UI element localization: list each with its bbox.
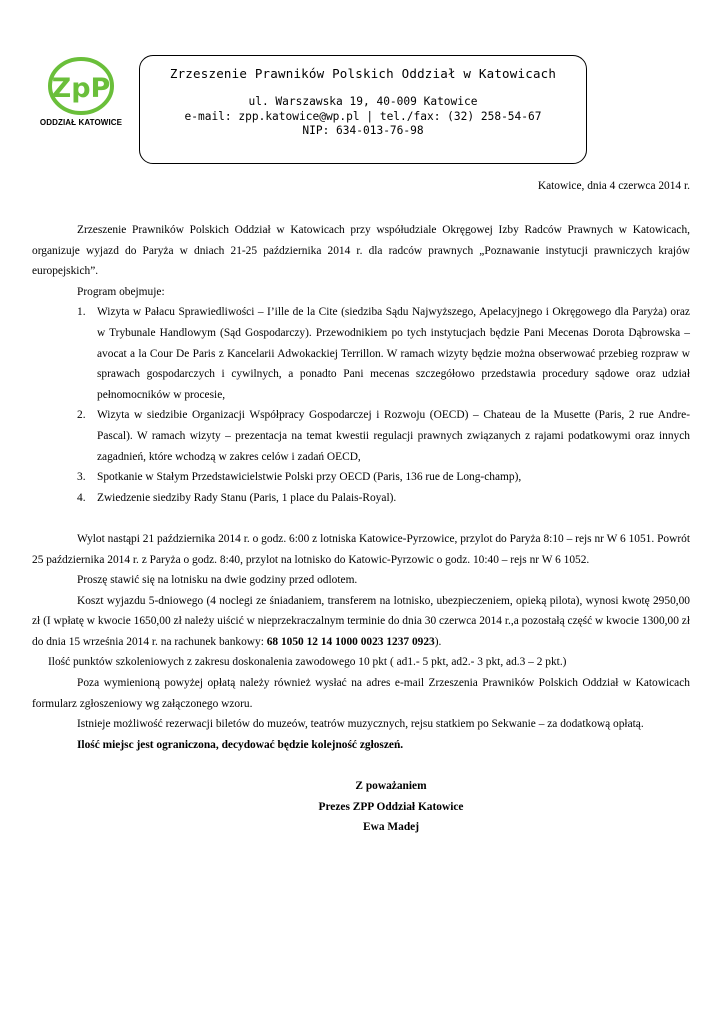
organization-contact: e-mail: zpp.katowice@wp.pl | tel./fax: (32) 258-54-67 (184, 109, 542, 123)
logo-text: ZpP (51, 73, 111, 104)
cost-text: Koszt wyjazdu 5-dniowego (4 noclegi ze śniadaniem, transferem na lotnisko, ubezpieczeniem, opieką pilota), wynosi kwotę 2950,00 zł (I wpłatę w kwocie 1650,00 zł należy uiścić w nieprzekraczalnym terminie do dnia 30 czerwca 2014 r.,a pozostałą część w kwocie 1300,00 zł do dnia 15 września 2014 r. na rachunek bankowy: (32, 594, 690, 648)
cost-end: ). (434, 635, 442, 648)
letter-body (32, 220, 690, 838)
program-label: Program obejmuje: (77, 285, 165, 298)
signature-closing: Z poważaniem (355, 780, 427, 793)
program-item-text: Spotkanie w Stałym Przedstawicielstwie Polski przy OECD (Paris, 136 rue de Long-champ), (97, 471, 522, 484)
program-item-text: Zwiedzenie siedziby Rady Stanu (Paris, 1 place du Palais-Royal). (97, 491, 397, 504)
cost-paragraph (32, 591, 690, 653)
program-list (32, 302, 690, 508)
program-item (32, 488, 690, 509)
program-item-number: 1. (77, 306, 86, 319)
program-item (32, 467, 690, 488)
arrival-note: Proszę stawić się na lotnisku na dwie godziny przed odlotem. (77, 574, 358, 587)
organization-name: Zrzeszenie Prawników Polskich Oddział w Katowicach (169, 66, 557, 81)
signature-name: Ewa Madej (363, 821, 419, 834)
logo-caption: ODDZIAŁ KATOWICE (39, 118, 123, 127)
program-item-number: 3. (77, 471, 86, 484)
signature-title: Prezes ZPP Oddział Katowice (318, 800, 464, 813)
program-item-number: 4. (77, 491, 86, 504)
letter-date: Katowice, dnia 4 czerwca 2014 r. (537, 180, 690, 192)
flight-paragraph: Wylot nastąpi 21 października 2014 r. o godz. 6:00 z lotniska Katowice-Pyrzowice, przylot do Paryża 8:10 – rejs nr W 6 1051. Powrót 25 października 2014 r. z Paryża o godz. 8:40, przylot na lotnisko do Katowic-Pyrzowic o godz. 10:40 – rejs nr W 6 1052. (32, 532, 690, 566)
limited-places-note: Ilość miejsc jest ograniczona, decydować będzie kolejność zgłoszeń. (77, 738, 404, 751)
bank-account-number: 68 1050 12 14 1000 0023 1237 0923 (266, 635, 435, 648)
program-item (32, 302, 690, 405)
program-item-text: Wizyta w Pałacu Sprawiedliwości – I’ille de la Cite (siedziba Sądu Najwyższego, Apelacyjnego i Okręgowego dla Paryża) oraz w Trybunale Handlowym (Sąd Gospodarczy). Przewodnikiem po tych instytucjach będzie Pani Mecenas Dorota Dąbrowska – avocat a la Cour De Paris z Kancelarii Adwokackiej Terrillon. W ramach wizyty będzie można obserwować przebieg rozpraw w sprawach gospodarczych i cywilnych, a ponadto Pani mecenas szczegółowo przedstawia procedury sądowe oraz udział pełnomocników w procesie, (97, 306, 690, 401)
zpp-logo-icon (36, 56, 126, 120)
letterhead-box (139, 55, 587, 164)
training-points: Ilość punktów szkoleniowych z zakresu doskonalenia zawodowego 10 pkt ( ad1.- 5 pkt, ad2.- 3 pkt, ad.3 – 2 pkt.) (48, 656, 567, 669)
program-item-number: 2. (77, 409, 86, 422)
organization-nip: NIP: 634-013-76-98 (302, 124, 424, 137)
program-item-text: Wizyta w siedzibie Organizacji Współpracy Gospodarczej i Rozwoju (OECD) – Chateau de la Musette (Paris, 2 rue Andre-Pascal). W ramach wizyty – prezentacja na temat kwestii regulacji prawnych związanych z rajami podatkowymi oraz innych zagadnień, które wchodzą w zakres celów i zadań OECD, (97, 409, 690, 463)
registration-paragraph: Poza wymienioną powyżej opłatą należy również wysłać na adres e-mail Zrzeszenia Prawników Polskich Oddział w Katowicach formularz zgłoszeniowy wg załączonego wzoru. (32, 677, 690, 710)
tickets-paragraph: Istnieje możliwość rezerwacji biletów do muzeów, teatrów muzycznych, rejsu statkiem po Sekwanie – za dodatkową opłatą. (77, 718, 644, 731)
program-item (32, 405, 690, 467)
intro-paragraph: Zrzeszenie Prawników Polskich Oddział w Katowicach przy współudziale Okręgowej Izby Radców Prawnych w Katowicach, organizuje wyjazd do Paryża w dniach 21-25 października 2014 r. dla radców prawnych „Poznawanie instytucji prawniczych krajów europejskich”. (32, 224, 690, 278)
organization-address: ul. Warszawska 19, 40-009 Katowice (248, 95, 478, 108)
